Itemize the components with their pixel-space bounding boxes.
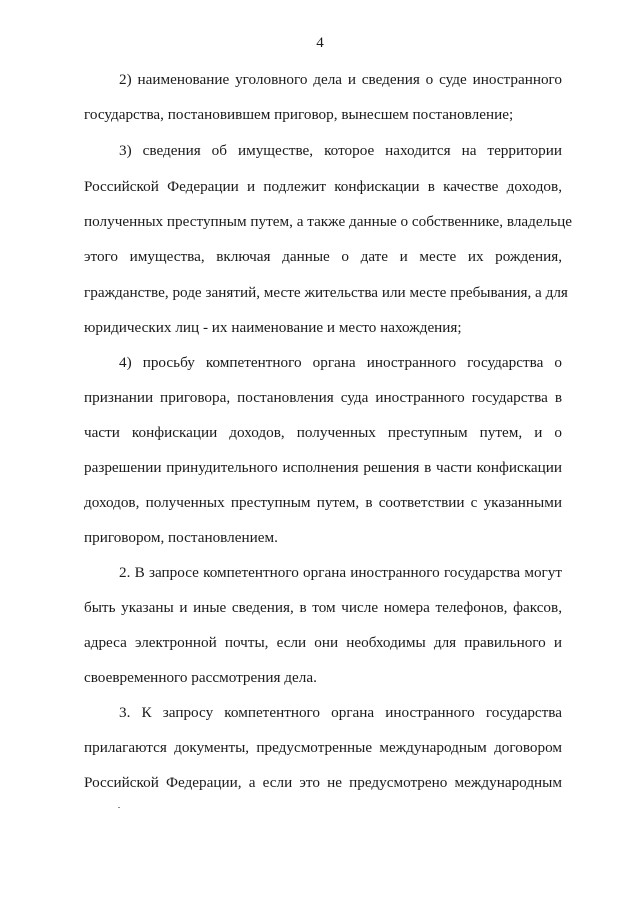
- paragraph-3-line-1: 4) просьбу компетентного органа иностранного государства о: [119, 354, 562, 371]
- paragraph-5-line-2: прилагаются документы, предусмотренные международным договором: [84, 739, 562, 756]
- paragraph-1-line-1: 2) наименование уголовного дела и сведения о суде иностранного: [119, 71, 562, 88]
- paragraph-3-line-2: признании приговора, постановления суда иностранного государства в: [84, 389, 562, 406]
- paragraph-3-line-3: части конфискации доходов, полученных преступным путем, и о: [84, 424, 562, 441]
- scan-artifact: [118, 807, 120, 808]
- paragraph-2-line-5: гражданстве, роде занятий, месте жительства или месте пребывания, а для: [84, 284, 568, 301]
- paragraph-2-line-2: Российской Федерации и подлежит конфискации в качестве доходов,: [84, 178, 562, 195]
- paragraph-3-line-5: доходов, полученных преступным путем, в соответствии с указанными: [84, 494, 562, 511]
- paragraph-3-line-6: приговором, постановлением.: [84, 529, 278, 546]
- paragraph-2-line-1: 3) сведения об имуществе, которое находится на территории: [119, 142, 562, 159]
- paragraph-3-line-4: разрешении принудительного исполнения решения в части конфискации: [84, 459, 562, 476]
- paragraph-2-line-3: полученных преступным путем, а также данные о собственнике, владельце: [84, 213, 572, 230]
- paragraph-1-line-2: государства, постановившем приговор, вынесшем постановление;: [84, 106, 514, 123]
- page-number: 4: [316, 35, 324, 51]
- paragraph-4-line-1: 2. В запросе компетентного органа иностранного государства могут: [119, 564, 562, 581]
- paragraph-4-line-3: адреса электронной почты, если они необходимы для правильного и: [84, 634, 562, 651]
- paragraph-5-line-3: Российской Федерации, а если это не предусмотрено международным: [84, 774, 562, 791]
- paragraph-2-line-6: юридических лиц - их наименование и место нахождения;: [84, 319, 462, 336]
- paragraph-5-line-1: 3. К запросу компетентного органа иностранного государства: [119, 704, 562, 721]
- paragraph-2-line-4: этого имущества, включая данные о дате и месте их рождения,: [84, 248, 562, 265]
- paragraph-4-line-4: своевременного рассмотрения дела.: [84, 669, 317, 686]
- paragraph-4-line-2: быть указаны и иные сведения, в том числе номера телефонов, факсов,: [84, 599, 562, 616]
